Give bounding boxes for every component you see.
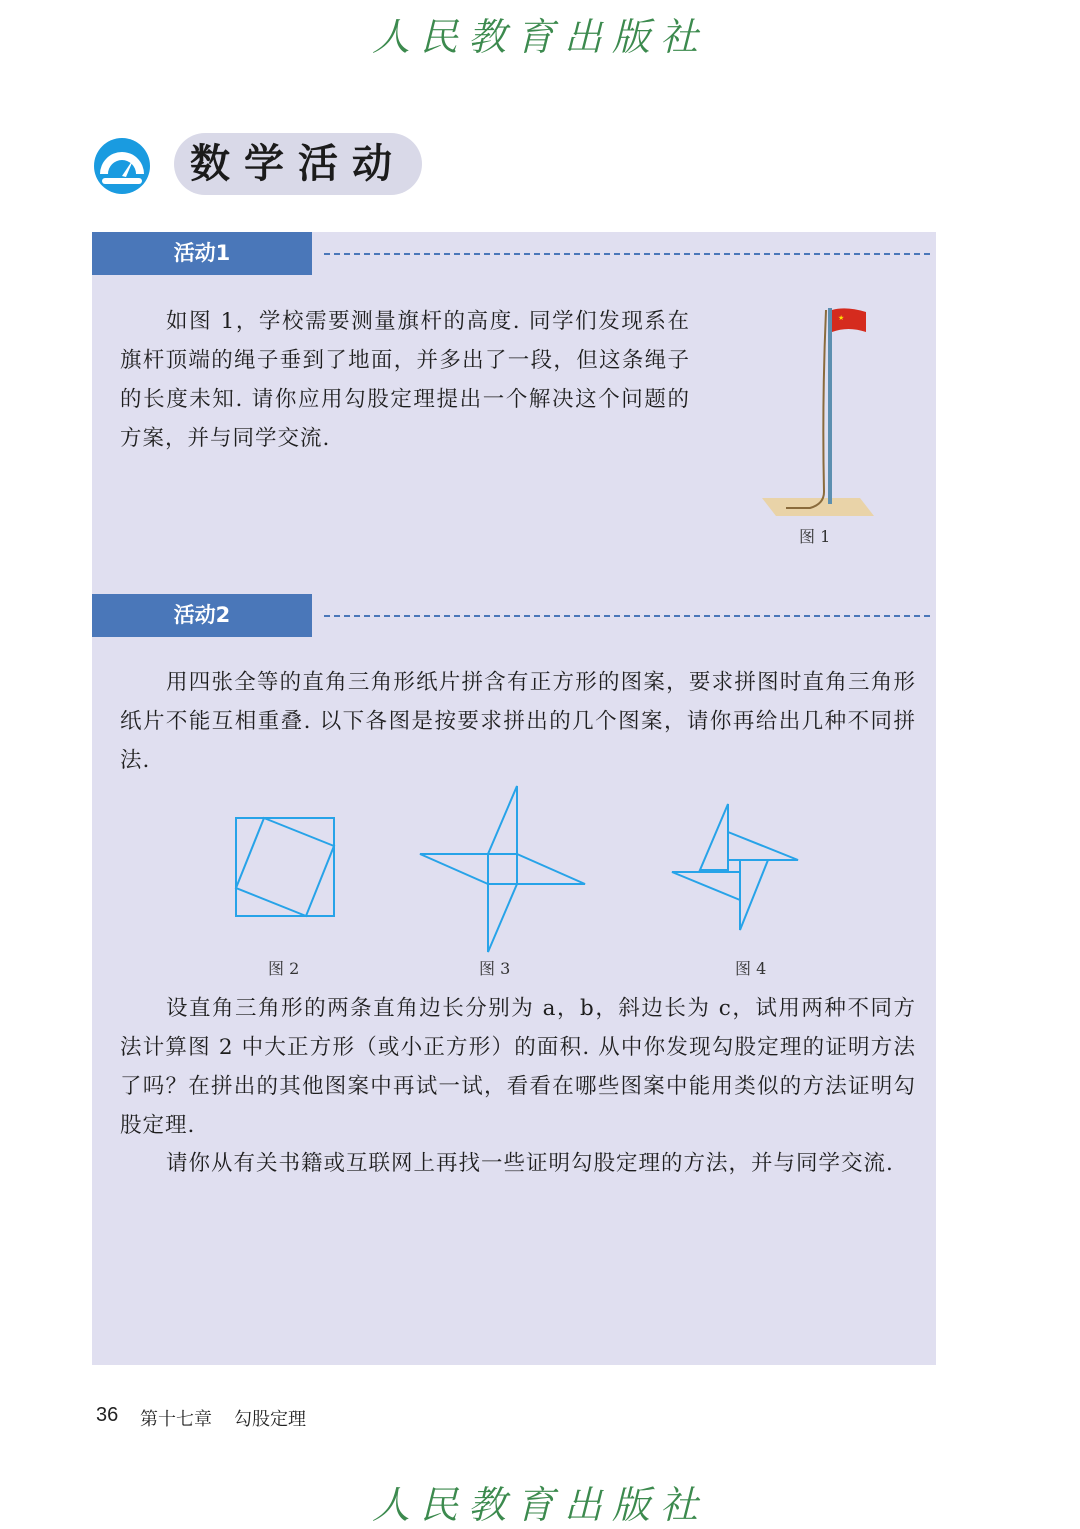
activity2-research-text: 请你从有关书籍或互联网上再找一些证明勾股定理的方法，并与同学交流. xyxy=(166,1151,894,1176)
page-number: 36 xyxy=(96,1404,119,1426)
figure4-pinwheel-pattern xyxy=(670,802,800,932)
activity2-intro-text: 用四张全等的直角三角形纸片拼含有正方形的图案，要求拼图时直角三角形纸片不能互相重叠. 以下各图是按要求拼出的几个图案，请你再给出几种不同拼法. xyxy=(120,670,916,773)
figure1-flagpole xyxy=(752,302,882,527)
figure4-caption: 图 4 xyxy=(735,959,767,978)
section-icon xyxy=(92,136,152,196)
figure2-caption: 图 2 xyxy=(268,959,300,978)
activity2-proof-text: 设直角三角形的两条直角边长分别为 a，b，斜边长为 c，试用两种不同方法计算图 2 中大正方形（或小正方形）的面积. 从中你发现勾股定理的证明方法了吗？在拼出的其他图案中再试一试，看看在哪些图案中能用类似的方法证明勾股定理. xyxy=(120,996,916,1138)
activity-panel xyxy=(92,232,936,1365)
figure3-pinwheel-pattern xyxy=(417,784,587,954)
activity1-tab: 活动1 xyxy=(92,232,312,275)
section-title-badge xyxy=(174,133,422,195)
publisher-logo-top: 人民教育出版社 xyxy=(371,15,708,59)
section-title: 数学活动 xyxy=(190,141,406,187)
chapter-label: 第十七章 xyxy=(140,1409,212,1430)
activity1-text: 如图 1，学校需要测量旗杆的高度. 同学们发现系在旗杆顶端的绳子垂到了地面，并多出了一段，但这条绳子的长度未知. 请你应用勾股定理提出一个解决这个问题的方案，并与同学交流. xyxy=(120,309,690,451)
activity2-tab: 活动2 xyxy=(92,594,312,637)
svg-text:★: ★ xyxy=(838,314,845,322)
publisher-logo-bottom: 人民教育出版社 xyxy=(371,1483,708,1527)
figure1-caption: 图 1 xyxy=(799,527,831,546)
figure3-caption: 图 3 xyxy=(479,959,511,978)
chapter-title: 勾股定理 xyxy=(234,1409,306,1430)
activity2-divider xyxy=(324,615,930,617)
figure2-square-pattern xyxy=(234,816,338,920)
activity1-divider xyxy=(324,253,930,255)
